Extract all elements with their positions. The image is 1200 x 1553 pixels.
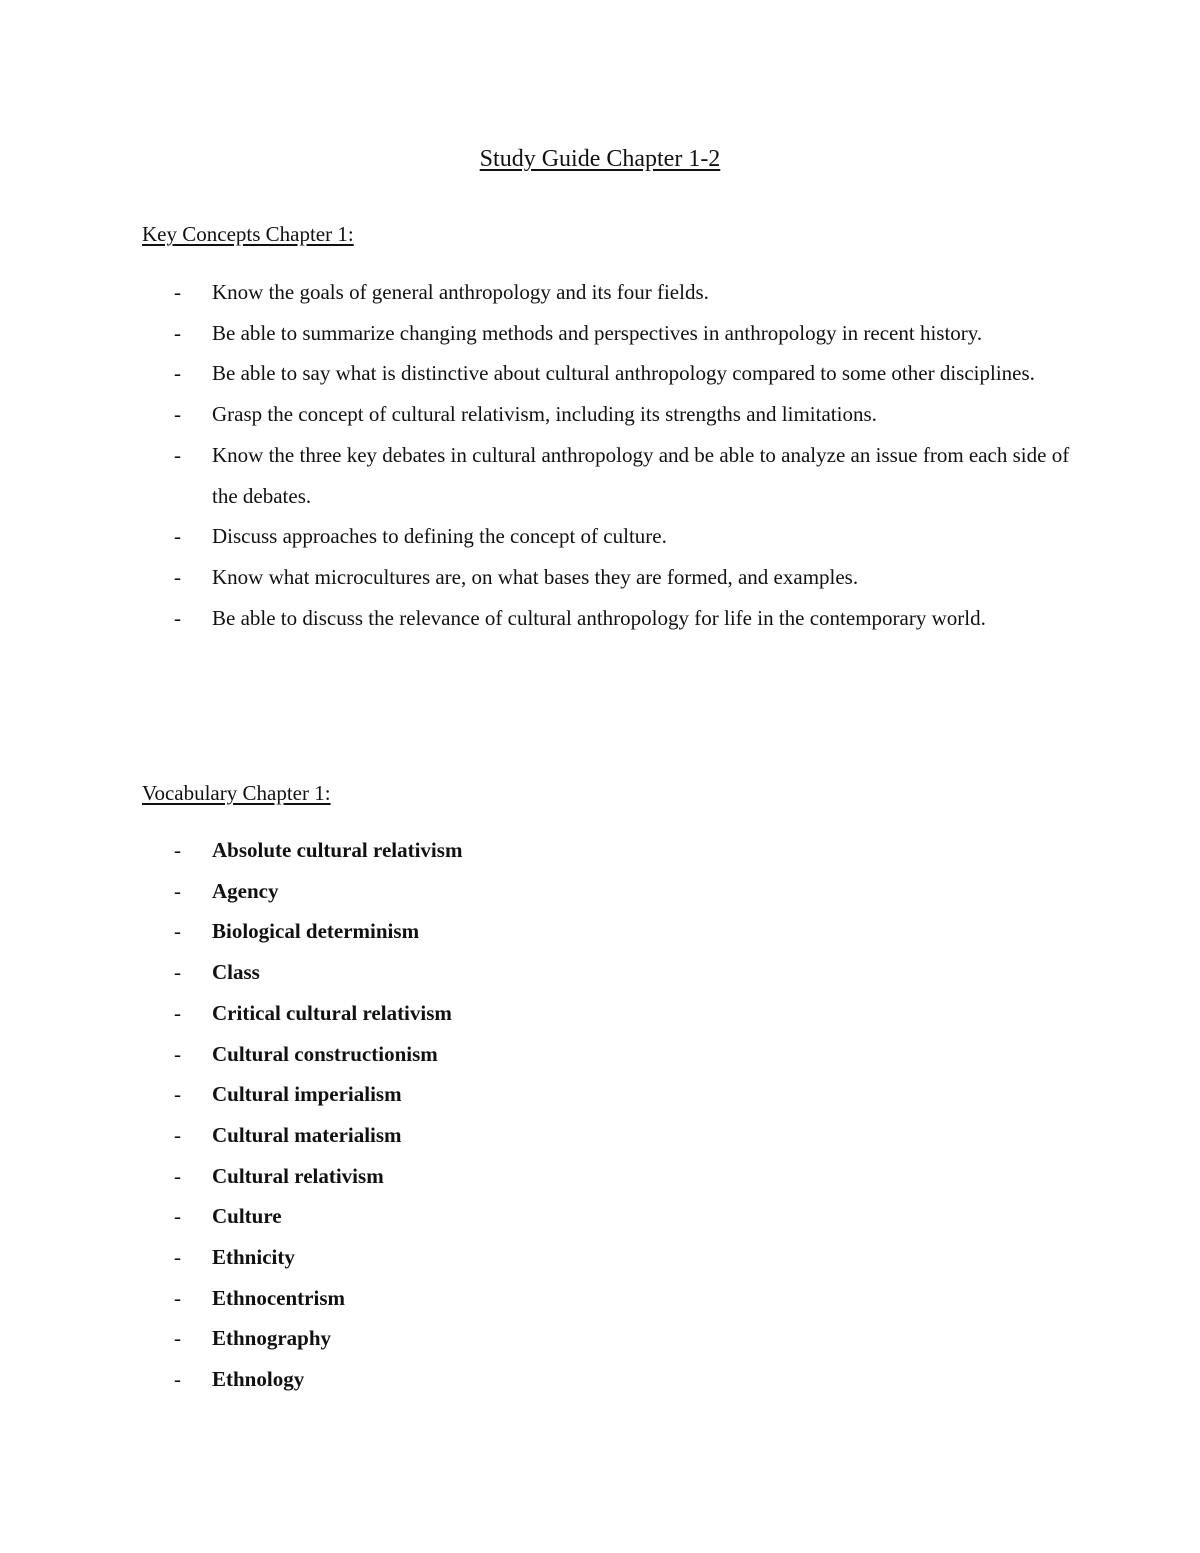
concept-text: Grasp the concept of cultural relativism, including its strengths and limitations. <box>212 402 877 427</box>
concept-text: Be able to summarize changing methods and perspectives in anthropology in recent history. <box>212 320 983 345</box>
list-item <box>0 1278 1200 1319</box>
dash-bullet: - <box>174 402 181 427</box>
vocabulary-heading: Vocabulary Chapter 1: <box>142 781 331 805</box>
concept-text: Know the three key debates in cultural anthropology and be able to analyze an issue from each side of the debates. <box>212 442 1070 508</box>
key-concepts-heading: Key Concepts Chapter 1: <box>142 222 354 246</box>
list-item <box>0 1237 1200 1278</box>
concept-text: Discuss approaches to defining the concept of culture. <box>212 524 667 549</box>
list-item <box>0 871 1200 912</box>
concept-text: Know what microcultures are, on what bases they are formed, and examples. <box>212 564 859 589</box>
concept-text: Know the goals of general anthropology and its four fields. <box>212 280 709 304</box>
vocabulary-term: Biological determinism <box>212 919 420 944</box>
vocabulary-term: Absolute cultural relativism <box>212 838 463 862</box>
concept-text: Be able to say what is distinctive about cultural anthropology compared to some other disciplines. <box>212 361 1035 386</box>
vocabulary-term: Agency <box>212 878 279 903</box>
vocabulary-term: Class <box>212 960 260 985</box>
list-item <box>0 952 1200 993</box>
list-item <box>0 353 1200 394</box>
dash-bullet: - <box>174 1163 181 1188</box>
concept-text: Be able to discuss the relevance of cultural anthropology for life in the contemporary world. <box>212 605 986 630</box>
vocabulary-term: Ethnography <box>212 1326 332 1351</box>
list-item <box>0 598 1200 639</box>
list-item <box>0 516 1200 557</box>
list-item <box>0 1115 1200 1156</box>
vocabulary-term: Cultural imperialism <box>212 1082 402 1107</box>
list-item <box>0 1196 1200 1237</box>
dash-bullet: - <box>174 878 181 903</box>
dash-bullet: - <box>174 361 181 386</box>
vocabulary-term: Cultural constructionism <box>212 1041 438 1066</box>
list-item <box>0 272 1200 313</box>
vocabulary-term: Culture <box>212 1204 282 1229</box>
list-item <box>0 1034 1200 1075</box>
vocabulary-term: Ethnicity <box>212 1245 295 1270</box>
dash-bullet: - <box>174 838 181 862</box>
document-title: Study Guide Chapter 1-2 <box>479 146 721 172</box>
list-item <box>0 993 1200 1034</box>
list-item <box>0 394 1200 435</box>
dash-bullet: - <box>174 1122 181 1147</box>
list-item <box>0 435 1200 516</box>
list-item <box>0 830 1200 871</box>
dash-bullet: - <box>174 1326 181 1351</box>
dash-bullet: - <box>174 1082 181 1107</box>
dash-bullet: - <box>174 1245 181 1270</box>
list-item <box>0 313 1200 354</box>
dash-bullet: - <box>174 605 181 630</box>
vocabulary-term: Ethnology <box>212 1367 305 1392</box>
vocabulary-term: Cultural materialism <box>212 1122 402 1147</box>
dash-bullet: - <box>174 919 181 944</box>
vocabulary-term: Ethnocentrism <box>212 1285 345 1310</box>
list-item <box>0 1318 1200 1359</box>
key-concepts-list <box>0 272 1200 638</box>
dash-bullet: - <box>174 564 181 589</box>
vocabulary-term: Cultural relativism <box>212 1163 384 1188</box>
dash-bullet: - <box>174 280 181 304</box>
dash-bullet: - <box>174 960 181 985</box>
vocabulary-list <box>0 830 1200 1400</box>
dash-bullet: - <box>174 1041 181 1066</box>
dash-bullet: - <box>174 524 181 549</box>
list-item <box>0 557 1200 598</box>
list-item <box>0 1074 1200 1115</box>
dash-bullet: - <box>174 1204 181 1229</box>
dash-bullet: - <box>174 442 181 467</box>
dash-bullet: - <box>174 1367 181 1392</box>
dash-bullet: - <box>174 1285 181 1310</box>
list-item <box>0 1359 1200 1400</box>
dash-bullet: - <box>174 320 181 345</box>
list-item <box>0 911 1200 952</box>
list-item <box>0 1156 1200 1197</box>
vocabulary-term: Critical cultural relativism <box>212 1000 452 1025</box>
dash-bullet: - <box>174 1000 181 1025</box>
